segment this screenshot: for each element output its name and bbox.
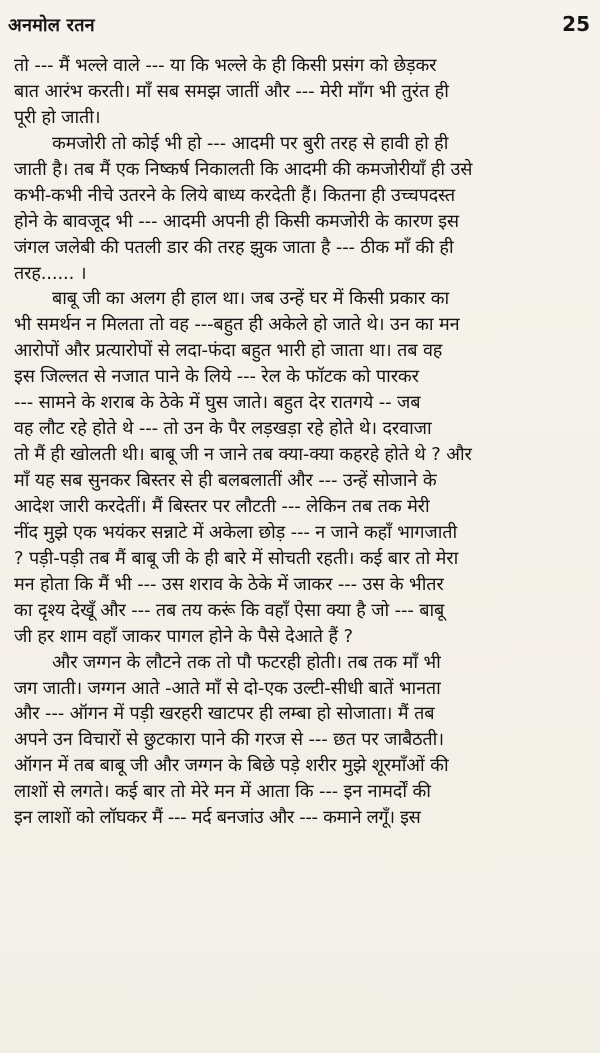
running-title: अनमोल रतन (8, 15, 95, 36)
text-line: आरोपों और प्रत्यारोपों से लदा-फंदा बहुत भारी हो जाता था। तब वह (14, 340, 443, 362)
text-line: और --- ऑगन में पड़ी खरहरी खाटपर ही लम्बा हो सोजाता। मैं तब (14, 703, 435, 725)
text-line: आदेश जारी करदेतीं। मैं बिस्तर पर लौटती --- लेकिन तब तक मेरी (14, 495, 430, 517)
text-line: वह लौट रहे होते थे --- तो उन के पैर लड़खड़ा रहे होते थे। दरवाजा (14, 418, 432, 440)
text-line: माँ यह सब सुनकर बिस्तर से ही बलबलातीं और --- उन्हें सोजाने के (14, 470, 437, 491)
text-line: तरह...... । (14, 262, 87, 284)
text-line: ऑगन में तब बाबू जी और जग्गन के बिछे पड़े शरीर मुझे शूरमाँओं की (14, 755, 449, 777)
text-line: नींद मुझे एक भयंकर सन्नाटे में अकेला छोड़ --- न जाने कहाँ भागजाती (14, 521, 458, 543)
text-line: जी हर शाम वहाँ जाकर पागल होने के पैसे देआते हैं ? (14, 625, 353, 647)
text-line: कभी-कभी नीचे उतरने के लिये बाध्य करदेती हैं। कितना ही उच्चपदस्त (14, 184, 456, 206)
text-line: --- सामने के शराब के ठेके में घुस जाते। बहुत देर रातगये -- जब (14, 392, 421, 414)
text-line: लाशों से लगते। कई बार तो मेरे मन में आता कि --- इन नामर्दों की (14, 781, 431, 803)
text-line: तो मैं ही खोलती थी। बाबू जी न जाने तब क्या-क्या कहरहे होते थे ? और (14, 444, 472, 466)
page-number: 25 (562, 12, 590, 36)
text-line: तो --- मैं भल्ले वाले --- या कि भल्ले के ही किसी प्रसंग को छेड़कर (14, 55, 437, 76)
text-line: कमजोरी तो कोई भी हो --- आदमी पर बुरी तरह से हावी हो ही (52, 132, 449, 154)
text-line: जग जाती। जग्गन आते -आते माँ से दो-एक उल्टी-सीधी बातें भानता (14, 677, 441, 699)
text-line: और जग्गन के लौटने तक तो पौ फटरही होती। तब तक माँ भी (52, 651, 441, 673)
text-line: बाबू जी का अलग ही हाल था। जब उन्हें घर में किसी प्रकार का (52, 288, 450, 310)
text-line: इस जिल्लत से नजात पाने के लिये --- रेल के फॉटक को पारकर (14, 366, 419, 388)
text-line: का दृश्य देखूँ और --- तब तय करूं कि वहाँ ऐसा क्या है जो --- बाबू (14, 599, 445, 621)
text-line: भी समर्थन न मिलता तो वह ---बहुत ही अकेले हो जाते थे। उन का मन (14, 314, 460, 336)
text-line: मन होता कि मैं भी --- उस शराव के ठेके में जाकर --- उस के भीतर (14, 573, 444, 595)
text-line: होने के बावजूद भी --- आदमी अपनी ही किसी कमजोरी के कारण इस (14, 210, 459, 232)
page-text (14, 53, 589, 1043)
text-line: ? पड़ी-पड़ी तब मैं बाबू जी के ही बारे में सोचती रहती। कई बार तो मेरा (14, 547, 459, 569)
text-line: बात आरंभ करती। माँ सब समझ जातीं और --- मेरी माँग भी तुरंत ही (14, 80, 449, 102)
page-header (8, 7, 590, 47)
text-line: जाती है। तब मैं एक निष्कर्ष निकालती कि आदमी की कमजोरीयाँ ही उसे (14, 158, 473, 180)
text-line: पूरी हो जाती। (14, 106, 101, 128)
text-line: इन लाशों को लॉघकर मैं --- मर्द बनजांउ और --- कमाने लगूँ। इस (14, 807, 421, 829)
text-line: जंगल जलेबी की पतली डार की तरह झुक जाता है --- ठीक माँ की ही (14, 236, 454, 258)
text-line: अपने उन विचारों से छुटकारा पाने की गरज से --- छत पर जाबैठती। (14, 729, 444, 751)
